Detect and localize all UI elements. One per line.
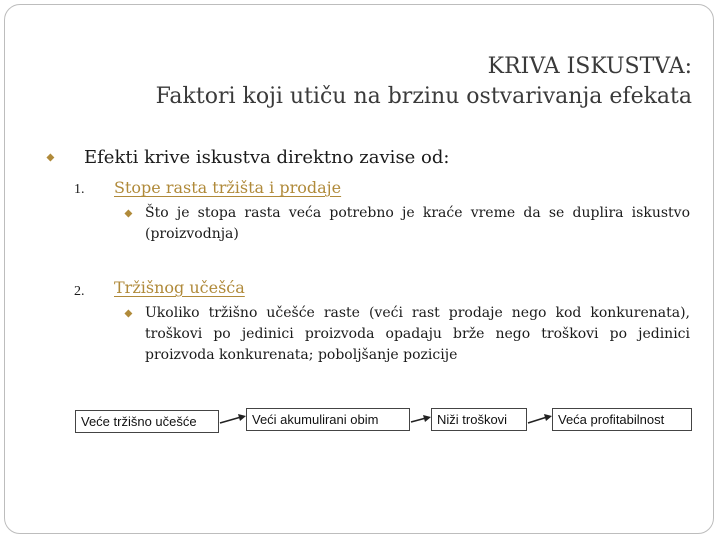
- item-text-2: Ukoliko tržišno učešće raste (veći rast prodaje nego kod konkurenata), troškovi po jedinici proizvoda opadaju brže nego troškovi po jedinici proizvoda konkurenata; poboljšanje pozicije: [145, 305, 690, 363]
- item-number-1: 1.: [74, 182, 85, 197]
- lead-text: Efekti krive iskustva direktno zavise od:: [84, 147, 450, 168]
- flow-arrow-2: [410, 412, 432, 426]
- title-line-1: KRIVA ISKUSTVA:: [487, 54, 692, 79]
- item-number-2: 2.: [74, 284, 85, 299]
- sub-bullet-icon: ⯁: [124, 308, 133, 321]
- bullet-icon: ⯁: [46, 152, 55, 165]
- slide-title: [156, 52, 692, 112]
- flow-arrow-1: [219, 412, 247, 426]
- title-line-2: Faktori koji utiču na brzinu ostvarivanja efekata: [155, 84, 692, 109]
- flow-box-profitability: Veća profitabilnost: [552, 408, 692, 431]
- flow-box-costs: Niži troškovi: [431, 408, 527, 431]
- item-heading-1: Stope rasta tržišta i prodaje: [114, 178, 342, 197]
- item-heading-2: Tržišnog učešća: [114, 278, 245, 297]
- flow-box-volume: Veći akumulirani obim: [246, 408, 410, 431]
- flow-box-market-share: Veće tržišno učešće: [75, 410, 219, 433]
- flow-arrow-3: [527, 412, 553, 426]
- sub-bullet-icon: ⯁: [124, 208, 133, 221]
- item-text-1: Što je stopa rasta veća potrebno je kraće vreme da se duplira iskustvo (proizvodnja): [145, 205, 690, 242]
